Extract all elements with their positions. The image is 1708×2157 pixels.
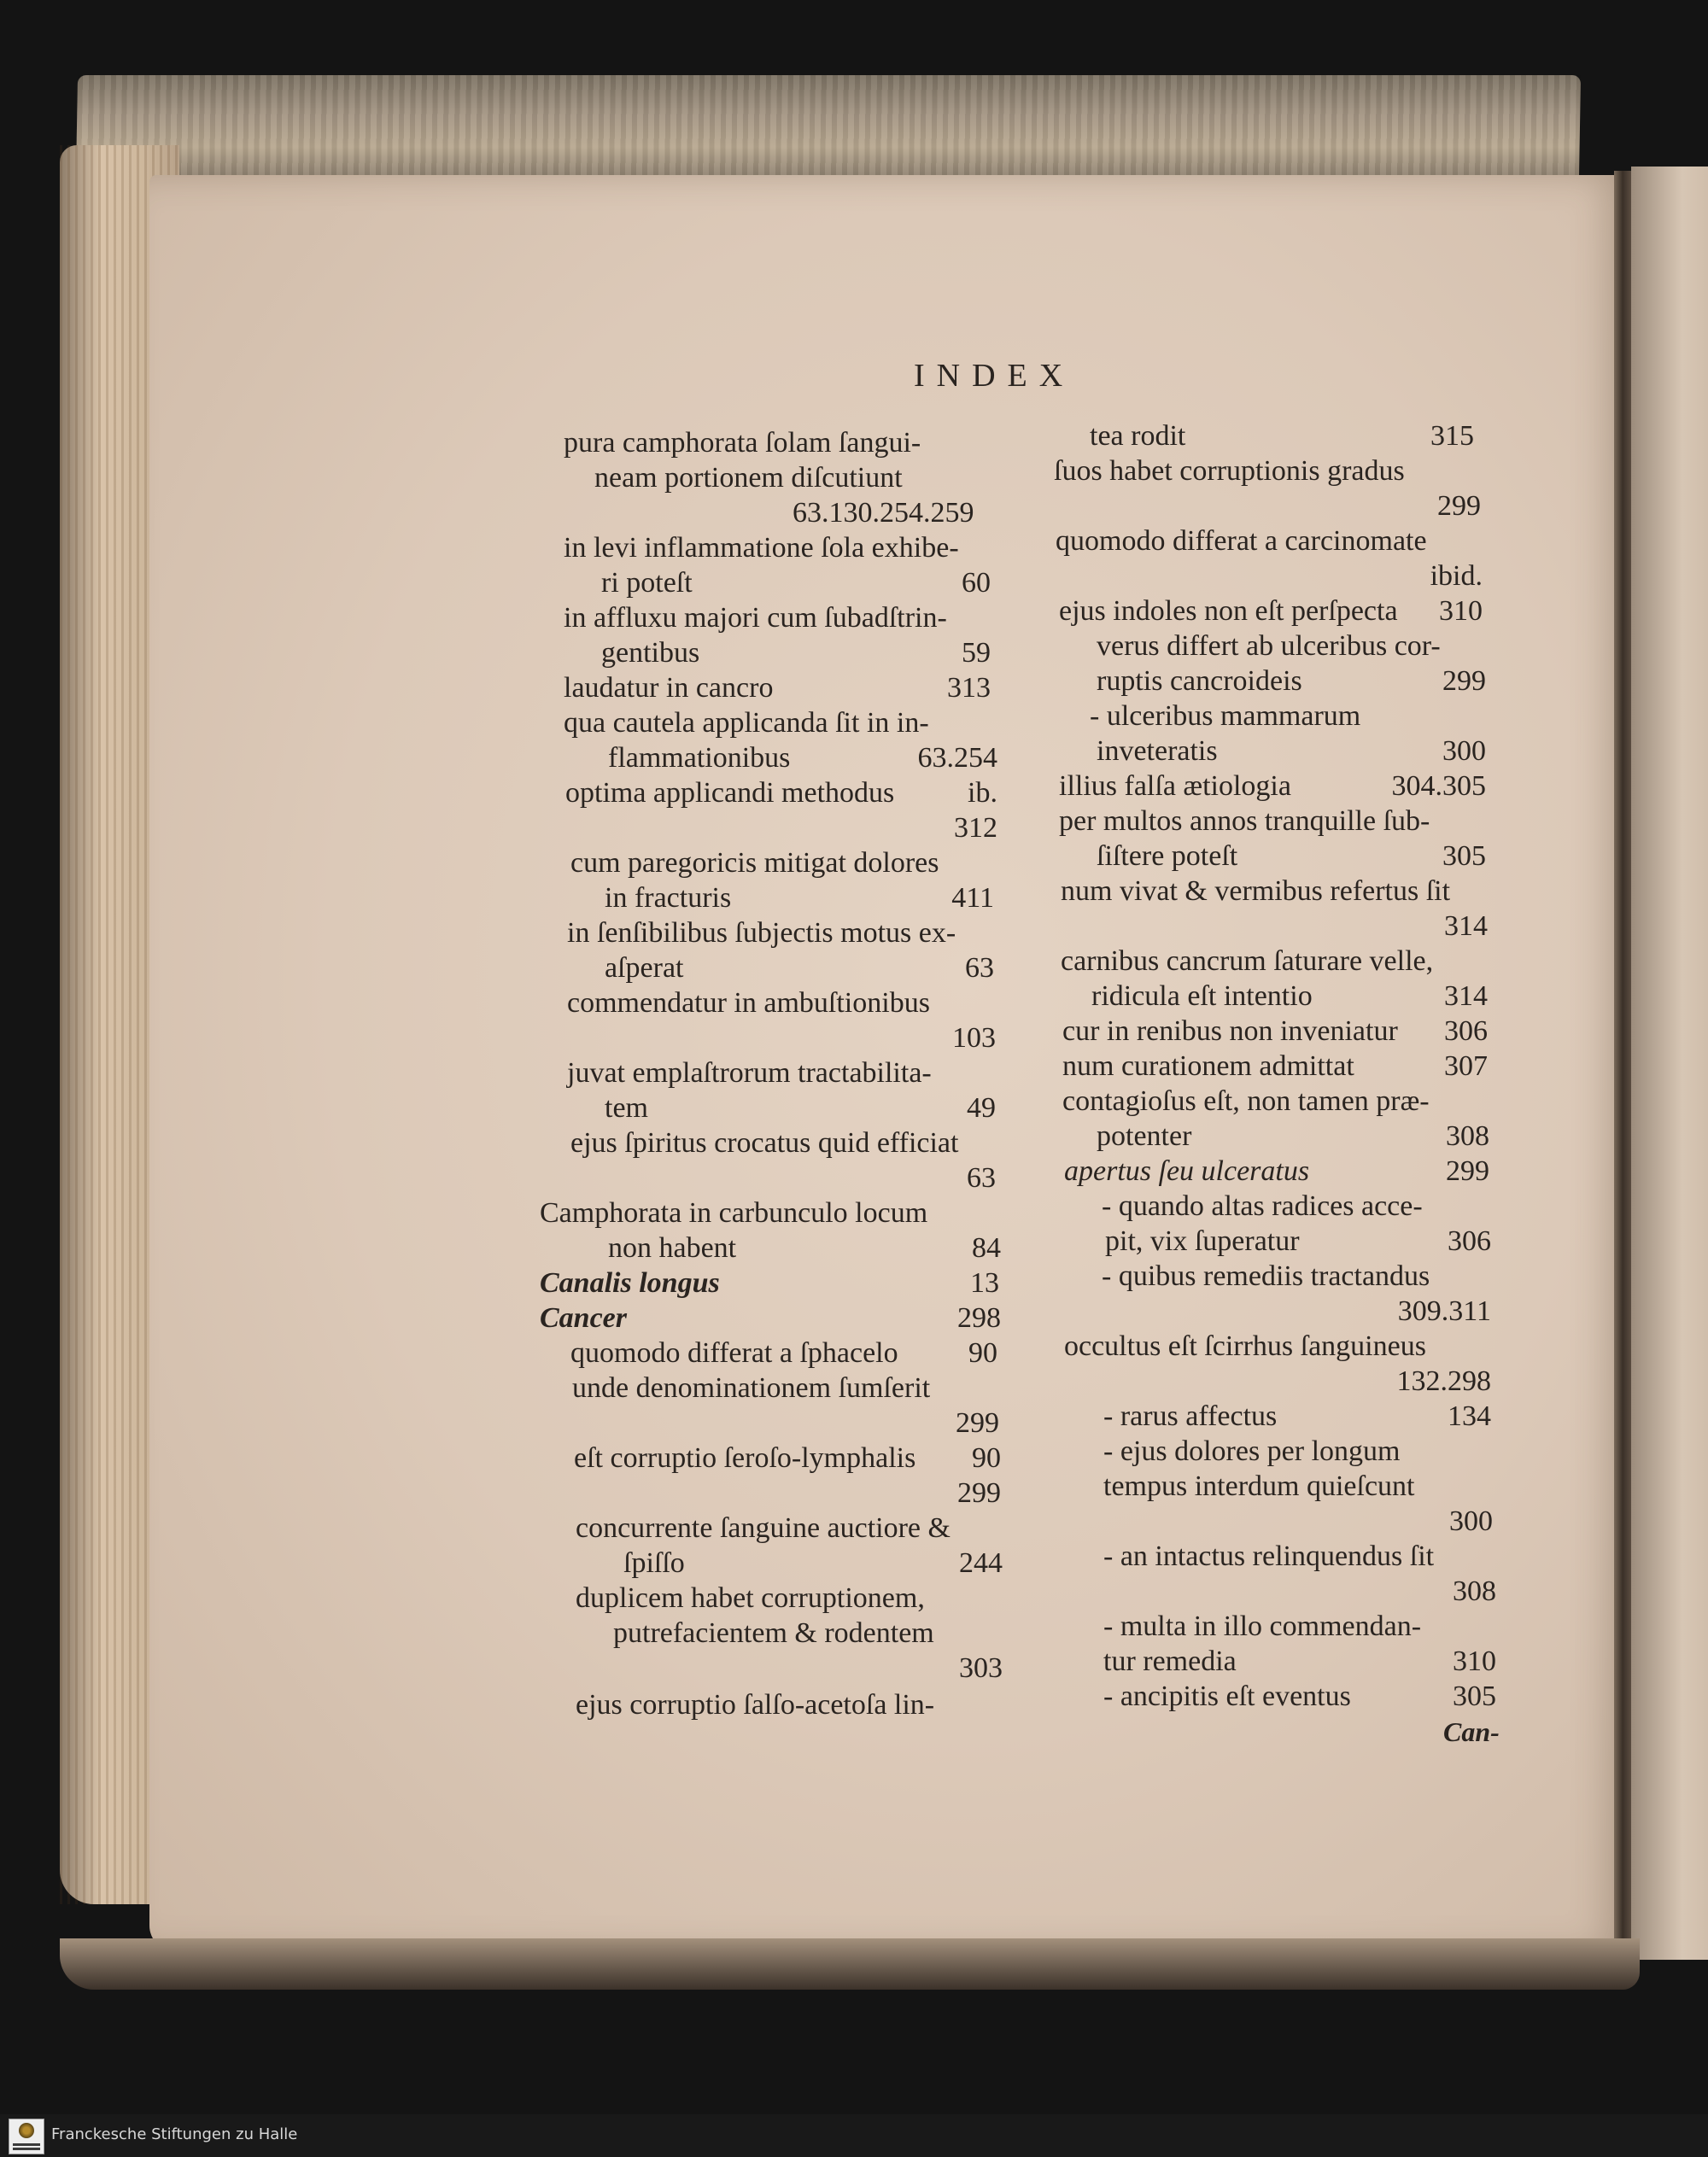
institution-name: Franckesche Stiftungen zu Halle [51,2125,298,2143]
entry-line: ridicula eſt intentio [1091,980,1313,1012]
entry-line: tem [605,1092,648,1124]
index-entry [1064,1329,1491,1397]
entry-line: optima applicandi methodus [565,777,895,809]
book-top-edge [76,75,1581,178]
entry-line: duplicem habet corruptionem, [576,1582,925,1614]
index-entry [1054,453,1481,522]
entry-page: 59 [962,637,991,669]
index-entry [1059,593,1483,628]
entry-page: 310 [1453,1646,1496,1677]
entry-line: contagioſus eſt, non tamen præ- [1062,1085,1430,1117]
entry-page: 13 [970,1267,999,1299]
entry-line: quomodo differat a ſphacelo [570,1337,898,1369]
entry-line: qua cautela applicanda ſit in in- [564,707,929,739]
entry-line: potenter [1097,1120,1192,1152]
entry-page: 313 [947,672,991,704]
index-entry [564,425,1003,530]
index-entry [1061,874,1488,942]
index-entry [1059,804,1486,874]
catchword: Can- [1443,1716,1500,1747]
index-entry [1103,1679,1496,1714]
index-entry [1103,1539,1496,1607]
entry-page: 306 [1448,1225,1491,1257]
entry-page: 60 [962,567,991,599]
entry-page: 63.254 [917,742,997,774]
entry-line: cur in renibus non inveniatur [1062,1015,1398,1047]
entry-page: 411 [951,882,994,914]
entry-line: Canalis longus [540,1267,720,1299]
entry-line: verus differt ab ulceribus cor- [1097,630,1441,662]
footer-bar [0,2114,1708,2157]
index-entry [570,845,994,915]
entry-page: 305 [1453,1681,1496,1712]
index-entry [540,1301,1001,1336]
index-entry [565,775,997,844]
entry-line: putrefacientem & rodentem [613,1617,934,1649]
index-entry [564,705,997,775]
entry-page: 63 [965,952,994,984]
book-bottom-edge [60,1938,1640,1990]
entry-line: unde denominationem ſumſerit [572,1372,931,1404]
entry-line: in fracturis [605,882,732,914]
entry-line: Cancer [540,1302,627,1334]
entry-line: occultus eſt ſcirrhus ſanguineus [1064,1330,1426,1362]
entry-line: ejus corruptio ſalſo-acetoſa lin- [576,1689,935,1721]
index-entry [576,1687,1003,1722]
entry-line: commendatur in ambuſtionibus [567,987,930,1019]
entry-line: - ejus dolores per longum [1103,1435,1401,1467]
entry-line: concurrente ſanguine auctiore & [576,1512,951,1544]
entry-line: aſperat [605,952,684,984]
entry-line: in levi inflammatione ſola exhibe- [564,532,959,564]
index-entry [1090,418,1474,453]
institution-logo-icon [9,2119,44,2154]
entry-page: 84 [972,1232,1001,1264]
index-entry [567,985,996,1054]
entry-page: 63 [967,1162,996,1194]
entry-page: 304.305 [1391,770,1486,802]
entry-page: 90 [968,1337,997,1369]
entry-line: laudatur in cancro [564,672,774,704]
entry-page: 300 [1449,1505,1493,1537]
entry-line: illius falſa ætiologia [1059,770,1291,802]
entry-page: 299 [1442,665,1486,697]
entry-line: - quando altas radices acce- [1102,1190,1423,1222]
entry-line: inveteratis [1097,735,1218,767]
entry-line: ejus ſpiritus crocatus quid efficiat [570,1127,959,1159]
index-entry [1056,523,1483,592]
entry-line: ſiſtere poteſt [1097,840,1238,872]
entry-line: pura camphorata ſolam ſangui- [564,427,921,459]
entry-line: neam portionem diſcutiunt [594,462,903,494]
entry-page: 298 [957,1302,1001,1334]
index-entry [570,1336,997,1371]
index-entry [1102,1189,1491,1259]
entry-line: gentibus [601,637,700,669]
index-entry [567,915,994,985]
entry-page: 300 [1442,735,1486,767]
entry-line: ruptis cancroideis [1097,665,1302,697]
index-entry [576,1581,1003,1684]
index-entry [1103,1399,1491,1434]
entry-page: 63.130.254.259 [793,497,974,529]
page-header: INDEX [914,358,1075,394]
entry-line: num curationem admittat [1062,1050,1354,1082]
entry-line: - multa in illo commendan- [1103,1610,1422,1642]
entry-line: num vivat & vermibus refertus ſit [1061,875,1451,907]
index-entry [564,670,991,705]
entry-line: - quibus remediis tractandus [1102,1260,1430,1292]
index-entry [1059,769,1486,804]
index-entry [1059,628,1486,699]
index-entry [564,530,991,600]
entry-line: Camphorata in carbunculo locum [540,1197,928,1229]
entry-line: ejus indoles non eſt perſpecta [1059,595,1398,627]
index-entry [1103,1609,1496,1679]
entry-line: ſuos habet corruptionis gradus [1054,455,1405,487]
index-entry [1062,1084,1489,1154]
entry-line: juvat emplaſtrorum tractabilita- [567,1057,932,1089]
entry-page: 315 [1430,420,1474,452]
entry-line: in ſenſibilibus ſubjectis motus ex- [567,917,956,949]
index-entry [564,600,991,670]
entry-line: carnibus cancrum ſaturare velle, [1061,945,1434,977]
entry-page: 314 [1444,910,1488,942]
entry-page: 299 [1437,490,1481,522]
entry-line: tea rodit [1090,420,1186,452]
index-entry [1061,944,1488,1014]
entry-line: - rarus affectus [1103,1400,1278,1432]
entry-page: 308 [1446,1120,1489,1152]
entry-line: - an intactus relinquendus ſit [1103,1540,1435,1572]
entry-line: tempus interdum quieſcunt [1103,1470,1415,1502]
index-entry [1064,1154,1489,1189]
entry-page: 134 [1448,1400,1491,1432]
entry-line: quomodo differat a carcinomate [1056,525,1427,557]
entry-line: ri poteſt [601,567,693,599]
entry-line: per multos annos tranquille ſub- [1059,805,1430,837]
index-entry [572,1371,999,1439]
index-entry [574,1441,1001,1509]
index-entry [1090,699,1486,769]
entry-page: 90 299 [957,1442,1001,1509]
entry-page: 314 [1444,980,1488,1012]
entry-page: 306 [1444,1015,1488,1047]
index-entry [1102,1259,1491,1327]
index-entry [567,1055,996,1125]
entry-line: tur remedia [1103,1646,1237,1677]
entry-line: apertus ſeu ulceratus [1064,1155,1310,1187]
entry-line: in affluxu majori cum ſubadſtrin- [564,602,947,634]
entry-line: - ulceribus mammarum [1090,700,1361,732]
entry-page: 310 [1439,595,1483,627]
entry-line: cum paregoricis mitigat dolores [570,847,939,879]
entry-page: 303 [959,1652,1003,1684]
entry-line: flammationibus [608,742,791,774]
book-gutter [1614,171,1631,1947]
entry-page: 305 [1442,840,1486,872]
index-entry [540,1266,999,1301]
index-entry [576,1511,1003,1581]
entry-page: 299 [1446,1155,1489,1187]
entry-page: 49 [967,1092,996,1124]
index-entry [540,1195,1001,1266]
entry-page: 308 [1453,1575,1496,1607]
index-entry [1062,1014,1488,1049]
entry-page: ib. 312 [954,777,997,844]
entry-line: eſt corruptio ſeroſo-lymphalis [574,1442,916,1474]
entry-page: 299 [956,1407,999,1439]
index-entry [570,1125,996,1194]
entry-line: ſpiſſo [623,1547,685,1579]
index-entry [1062,1049,1488,1084]
index-entry [1103,1434,1493,1537]
entry-line: - ancipitis eſt eventus [1103,1681,1351,1712]
facing-page [1631,167,1708,1960]
entry-page: 244 [959,1547,1003,1579]
entry-page: ibid. [1430,560,1483,592]
entry-page: 307 [1444,1050,1488,1082]
entry-page: 103 [952,1022,996,1054]
entry-page: 309.311 [1397,1295,1491,1327]
entry-line: pit, vix ſuperatur [1105,1225,1300,1257]
entry-line: non habent [608,1232,737,1264]
entry-page: 132.298 [1396,1365,1491,1397]
